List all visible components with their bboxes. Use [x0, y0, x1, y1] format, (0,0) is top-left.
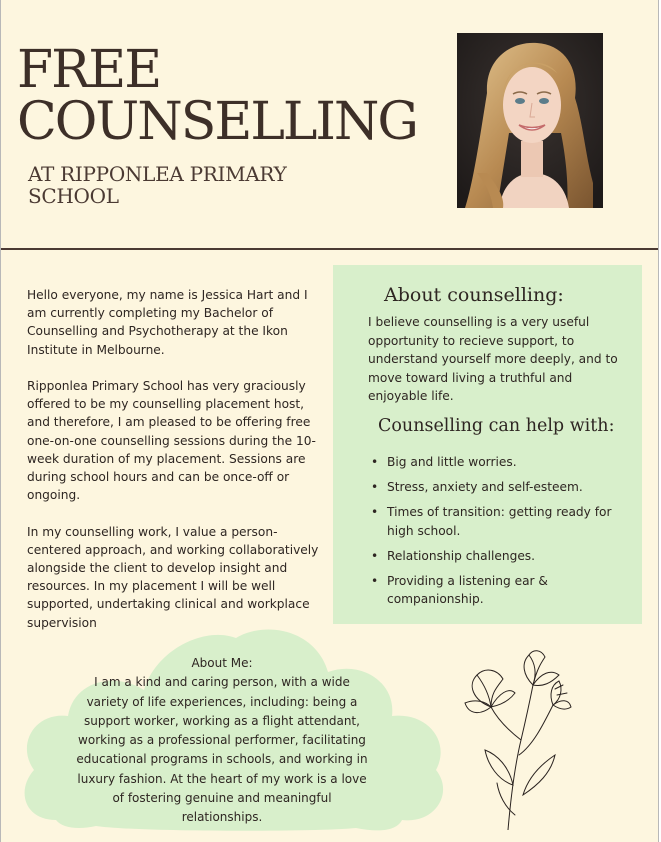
help-heading: Counselling can help with:	[378, 416, 615, 436]
intro-paragraph-3: In my counselling work, I value a person-centered approach, and working collaboratively alongside the client to develop insight and resources. In my placement I will be well supported, undertaking clinical and workplace supervision	[27, 524, 319, 630]
subtitle-line-2: SCHOOL	[28, 184, 119, 208]
portrait-illustration	[457, 33, 603, 208]
page-title	[17, 40, 417, 152]
flower-illustration	[463, 645, 573, 830]
about-counselling-panel	[333, 265, 642, 624]
portrait-photo	[457, 33, 603, 208]
help-list	[368, 453, 628, 615]
intro-paragraph-1: Hello everyone, my name is Jessica Hart and I am currently completing my Bachelor of Counselling and Psychotherapy at the Ikon Institute in Melbourne.	[27, 288, 308, 357]
help-list-item: • Relationship challenges.	[368, 547, 628, 566]
header-divider	[1, 248, 659, 250]
title-line-1: FREE	[17, 40, 161, 100]
subtitle-line-1: AT RIPPONLEA PRIMARY	[28, 162, 287, 186]
title-line-2: COUNSELLING	[17, 92, 417, 152]
help-list-item: • Big and little worries.	[368, 453, 628, 472]
page-subtitle	[28, 163, 338, 207]
about-counselling-text: I believe counselling is a very useful opportunity to recieve support, to understand yourself more deeply, and to move toward living a truthful and enjoyable life.	[368, 315, 618, 403]
about-counselling-heading: About counselling:	[384, 284, 564, 306]
help-list-item: • Times of transition: getting ready for high school.	[368, 503, 628, 540]
about-me-body: I am a kind and caring person, with a wide variety of life experiences, including: being a support worker, working as a flight attendant, working as a professional performer, facilitating educational programs in schools, and working in luxury fashion. At the heart of my work is a love of fostering genuine and meaningful relationships.	[76, 675, 368, 825]
intro-text	[27, 286, 321, 650]
about-me-text	[76, 654, 368, 828]
intro-paragraph-2: Ripponlea Primary School has very graciously offered to be my counselling placement host, and therefore, I am pleased to be offering free one-on-one counselling sessions during the 10-week duration of my placement. Sessions are during school hours and can be once-off or ongoing.	[27, 379, 316, 503]
help-list-item: • Providing a listening ear & companionship.	[368, 572, 628, 609]
help-list-item: • Stress, anxiety and self-esteem.	[368, 478, 628, 497]
about-me-heading: About Me:	[191, 656, 253, 670]
